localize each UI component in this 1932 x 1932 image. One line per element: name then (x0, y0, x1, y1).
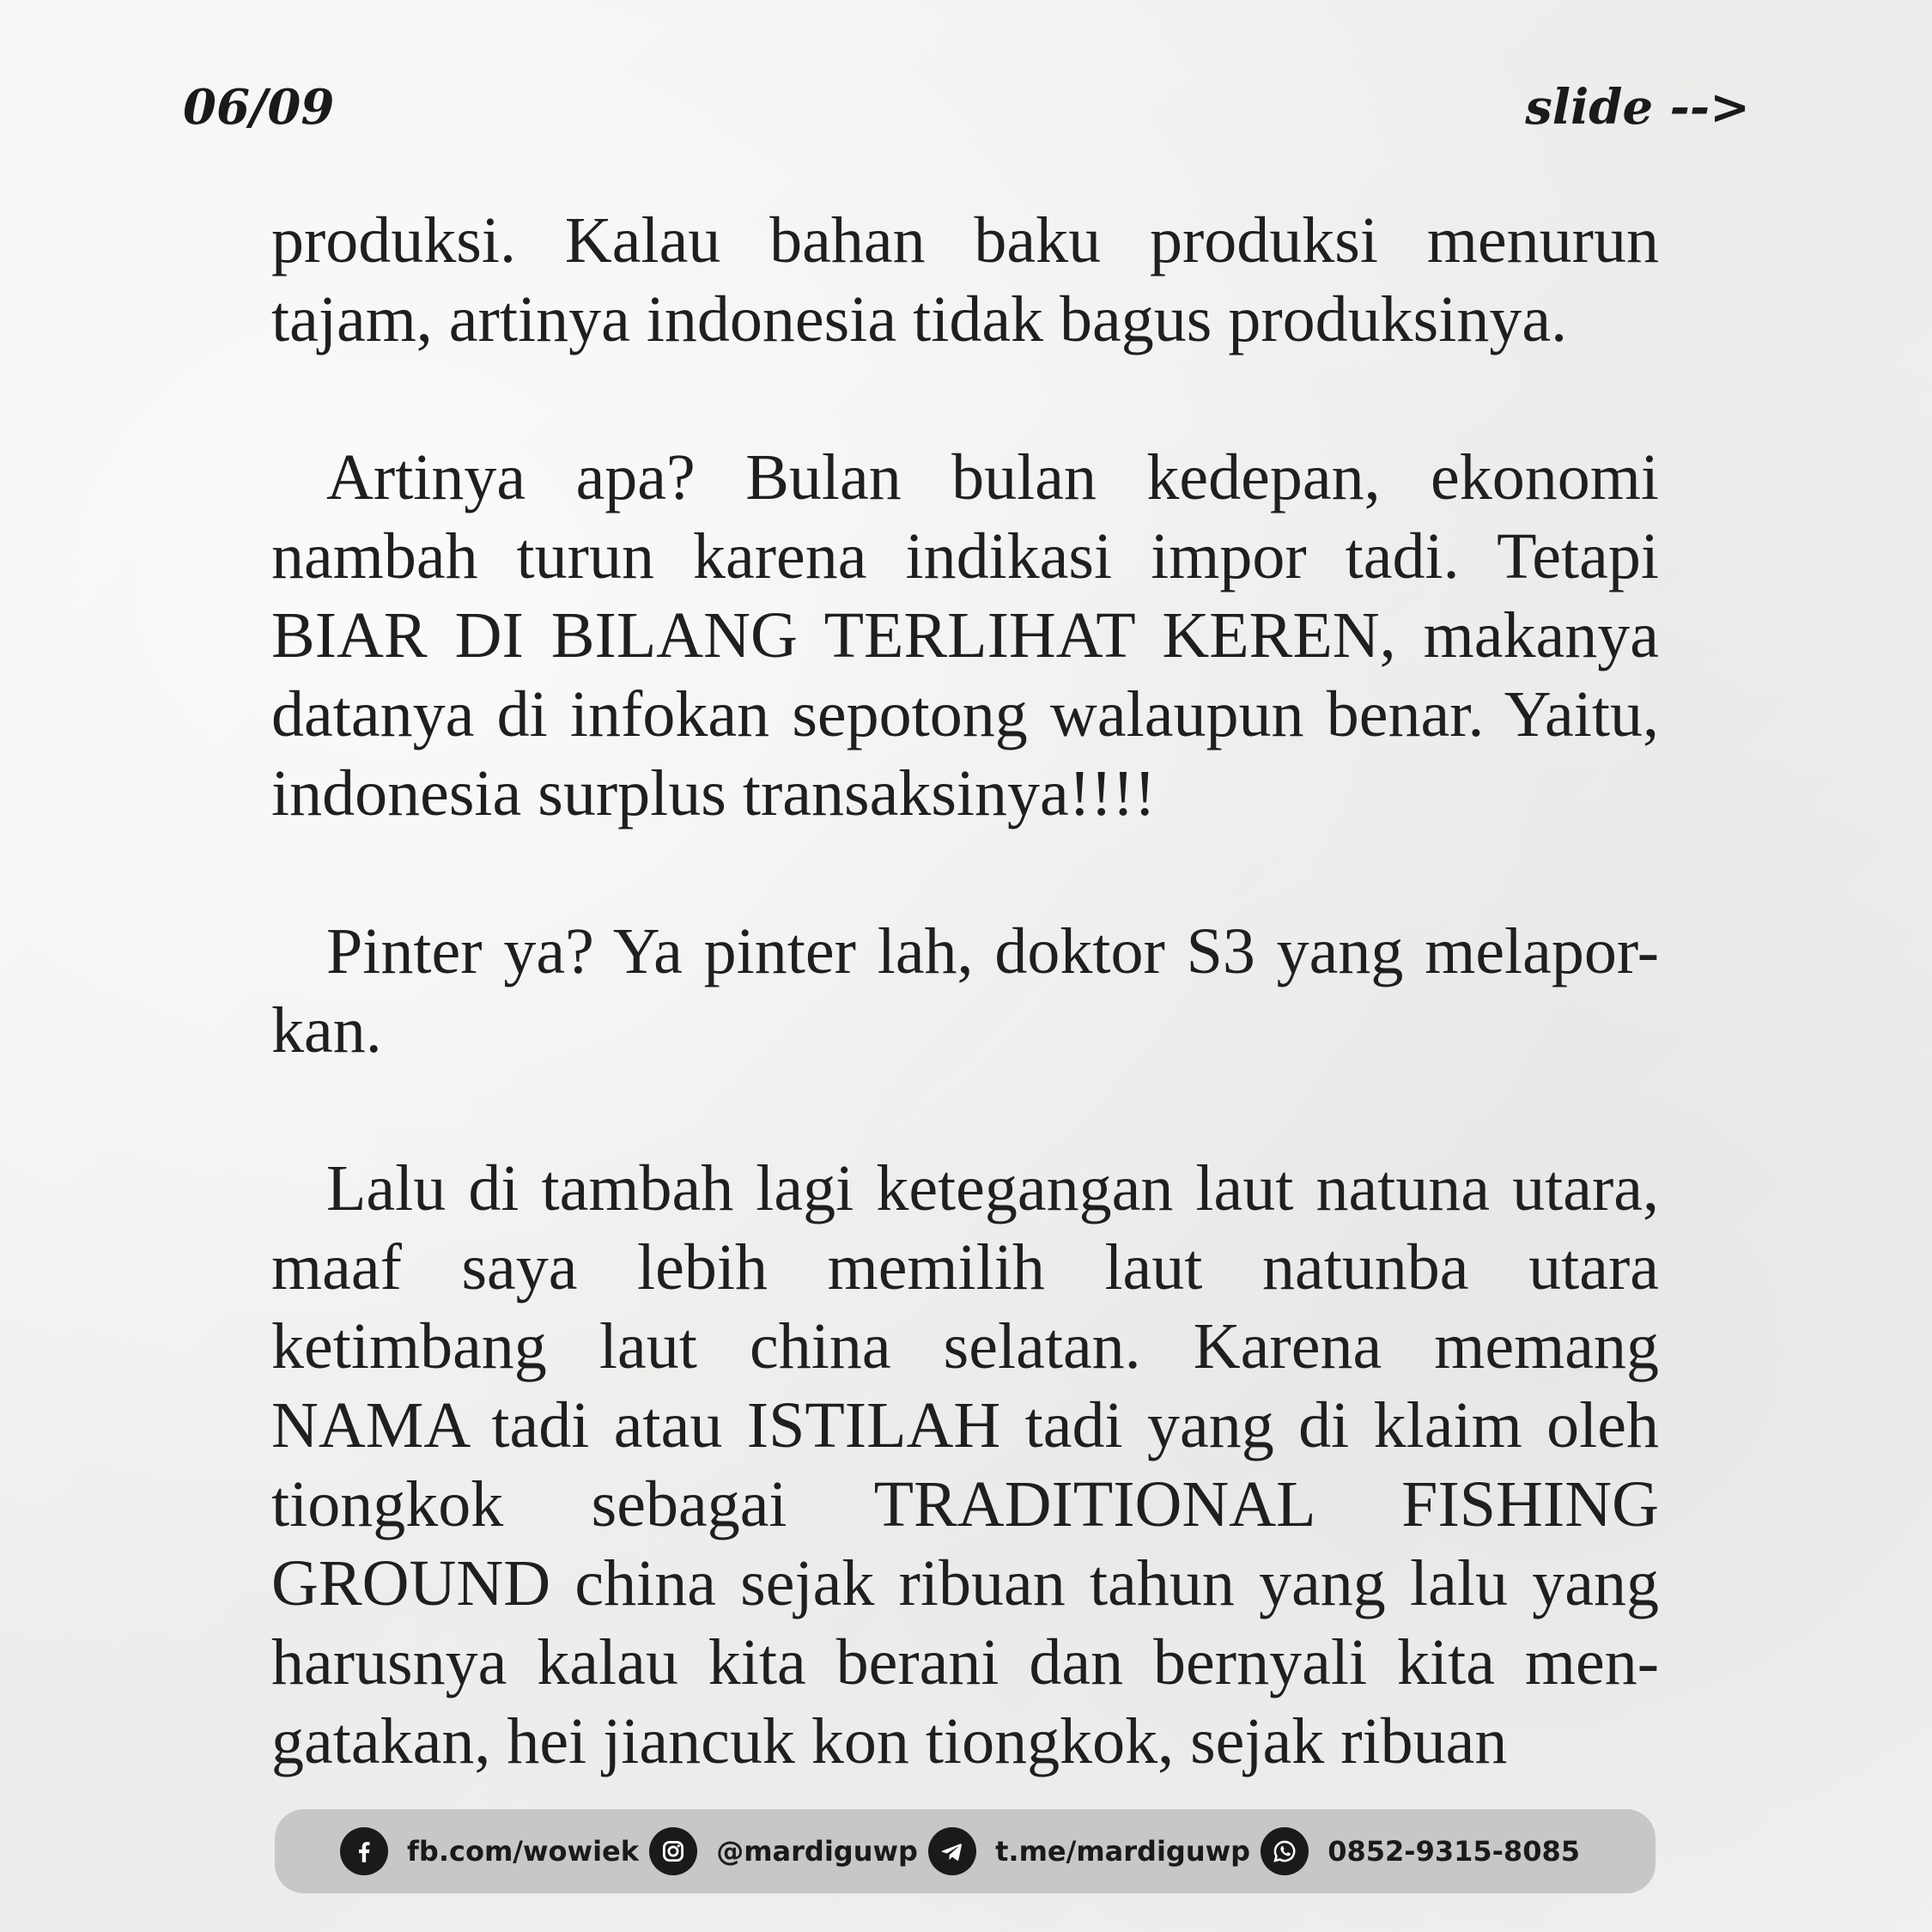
body-text (271, 201, 1659, 1781)
paragraph-3: Pinter ya? Ya pinter lah, doktor S3 yang melapor-kan. (271, 915, 1659, 1066)
telegram-label: t.me/mardiguwp (995, 1835, 1251, 1868)
instagram-link[interactable] (649, 1827, 918, 1875)
paragraph-2: Artinya apa? Bulan bulan kedepan, ekonomi nambah turun karena indikasi impor tadi. Tetapi BIAR DI BILANG TERLIHAT KEREN, makanya datanya di infokan sepotong walaupun benar. Yaitu, indonesia surplus transaksinya!!!! (271, 441, 1659, 829)
social-footer (275, 1809, 1656, 1893)
slide-hint: slide --> (1525, 79, 1750, 136)
facebook-link[interactable] (340, 1827, 639, 1875)
instagram-icon (649, 1827, 697, 1875)
whatsapp-link[interactable] (1261, 1827, 1580, 1875)
facebook-label: fb.com/wowiek (407, 1835, 640, 1868)
telegram-link[interactable] (928, 1827, 1250, 1875)
whatsapp-label: 0852-9315-8085 (1327, 1835, 1580, 1868)
whatsapp-icon (1261, 1827, 1309, 1875)
paragraph-4: Lalu di tambah lagi ketegangan laut natuna utara, maaf saya lebih memilih laut natunba utara ketimbang laut china selatan. Karena memang NAMA tadi atau ISTILAH tadi yang di klaim oleh tiongkok sebagai TRADITIONAL FISHING GROUND china sejak ribuan tahun yang lalu yang harusnya kalau kita berani dan bernyali kita men-gatakan, hei jiancuk kon tiongkok, sejak ribuan (271, 1152, 1659, 1777)
instagram-label: @mardiguwp (716, 1835, 918, 1868)
page-indicator: 06/09 (183, 79, 335, 136)
facebook-icon (340, 1827, 388, 1875)
paragraph-1: produksi. Kalau bahan baku produksi menurun tajam, artinya indonesia tidak bagus produksinya. (271, 204, 1659, 355)
telegram-icon (928, 1827, 976, 1875)
